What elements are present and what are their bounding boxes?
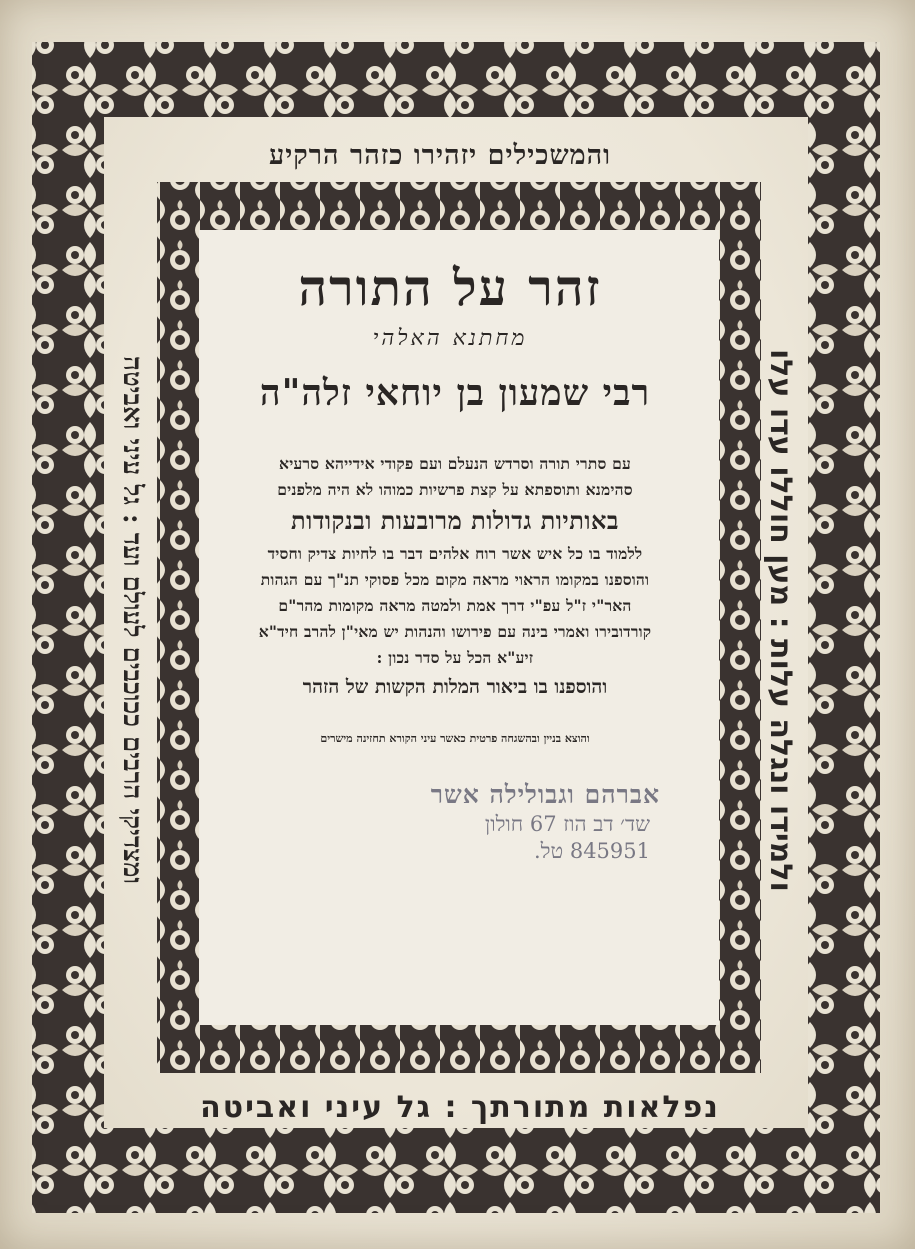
inner-border-bottom <box>157 1025 761 1073</box>
outer-border-right <box>808 117 880 1128</box>
large-letters-line: באותיות גדולות מרובעות ובנקודות <box>291 506 619 535</box>
page-title: זהר על התורה <box>298 258 602 317</box>
subtitle: מחתנא האלהי <box>372 326 528 351</box>
description-line-5: האר"י ז"ל עפ"י דרך אמת ולמטה מראה מקומות מהר"ם <box>278 596 632 615</box>
motto-line: והמשכילים יזהירו כזהר הרקיע <box>268 140 612 171</box>
printer-line: והוצא בניין ובהשגחה פרטית כאשר עיני הקורא תחזינה מישרים <box>320 732 590 745</box>
outer-border-left <box>32 117 104 1128</box>
author-line: רבי שמעון בן יוחאי זלה"ה <box>259 372 651 414</box>
description-line-4: והוספנו במקומו הראוי מראה מקום מכל פסוקי תנ"ך עם הגהות <box>260 570 650 589</box>
stamp-phone: 845951 טל. <box>533 839 650 863</box>
outer-border-top <box>32 42 880 117</box>
description-line-2: סהימנא ותוספתא על קצת פרשיות כמוהו לא היה מלפנים <box>277 480 633 499</box>
outer-border-bottom <box>32 1128 880 1213</box>
description-line-3: ללמוד בו כל איש אשר רוח אלהים דבר בו לחיות צדיק וחסיד <box>267 544 643 563</box>
inner-border-right <box>719 230 761 1025</box>
inner-border-top <box>157 182 761 230</box>
left-vertical-text: ומצדיקי הרבים ככוכבים לעולם ועד : גל עיני ואביטה <box>117 355 147 885</box>
description-line-6: קורדובירו ואמרי בינה עם פירושו והנהות יש מאי"ן להרב חיד"א <box>258 622 652 641</box>
owner-stamp <box>360 780 660 864</box>
right-vertical-text: ולמידו ונגלה עלות : מען חוללו עדו עלו <box>763 348 798 892</box>
addendum-line: והוספנו בו ביאור המלות הקשות של הזהר <box>302 676 608 698</box>
stamp-name: אברהם וגבולילה אשר <box>430 780 660 809</box>
description-line-1: עם סתרי תורה וסרדש הנעלם ועם פקודי אידייהא סרעיא <box>279 454 631 473</box>
stamp-address: שד׳ דב הוז 67 חולון <box>484 812 650 836</box>
description-line-7: זיע"א הכל על סדר נכון : <box>376 648 534 667</box>
inner-border-left <box>157 230 199 1025</box>
bottom-verse-line: נפלאות מתורתך : גל עיני ואביטה <box>200 1090 720 1125</box>
